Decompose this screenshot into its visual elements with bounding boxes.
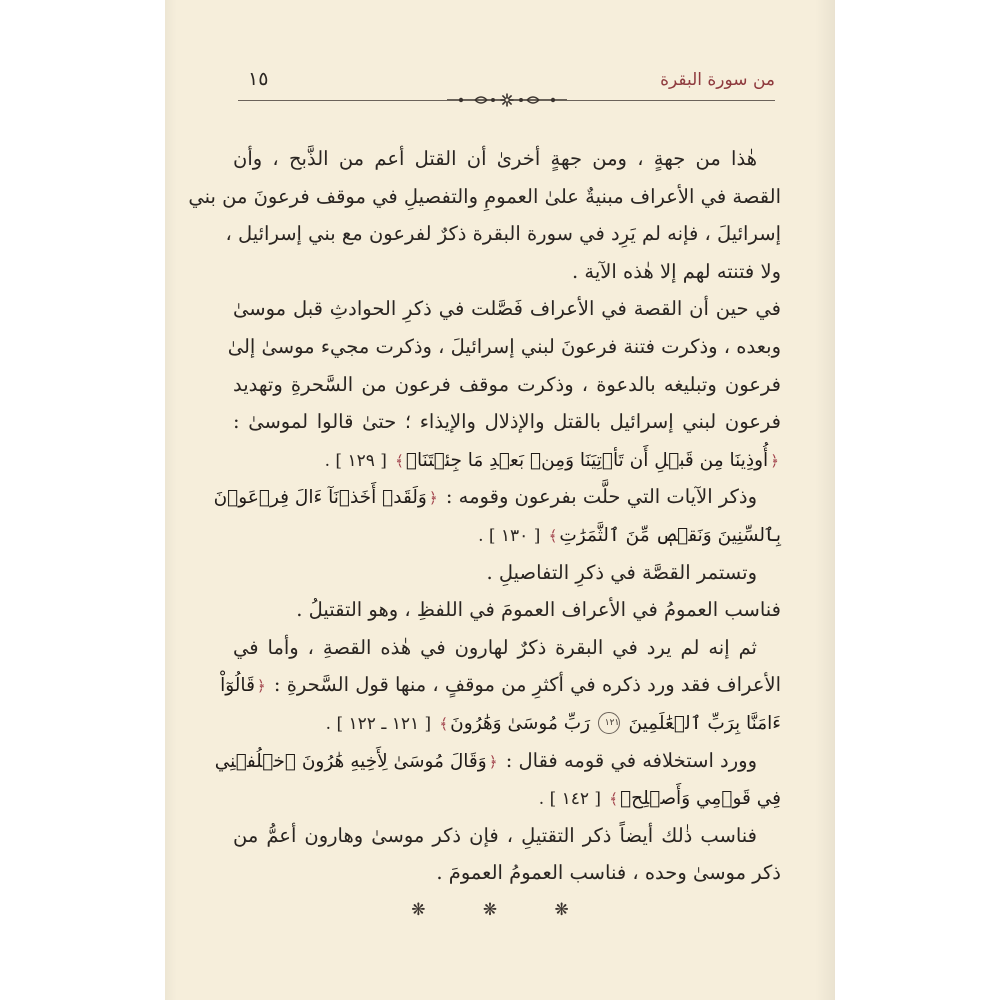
quran-close-bracket-icon: ﴾: [548, 526, 558, 545]
verse-reference: [ ١٢١ ـ ١٢٢ ] .: [325, 713, 432, 734]
text-segment: الأعراف فقد ورد ذكره في أكثرِ من موقفٍ ، منها قول السَّحرةِ :: [273, 673, 781, 697]
text-line: القصة في الأعراف مبنيةٌ علىٰ العمومِ والتفصيلِ في موقف فرعونَ من بني: [188, 184, 781, 208]
page-number: ١٥: [248, 68, 269, 90]
body-text: [188, 140, 781, 892]
header-ornament-icon: [447, 91, 567, 109]
verse-number-marker: ١٢١: [598, 712, 620, 734]
paragraph: [227, 290, 781, 478]
text-line: فرعون لبني إسرائيل بالقتل والإذلال والإيذاء ؛ حتىٰ قالوا لموسىٰ :: [233, 410, 781, 434]
quran-verse: بِٱلسِّنِينَ وَنَقۡصٖ مِّنَ ٱلثَّمَرَٰتِ: [559, 524, 781, 546]
quran-quote-line: [233, 516, 781, 554]
text-line: فناسب ذٰلك أيضاً ذكر التقتيلِ ، فإن ذكر موسىٰ وهارون أعمُّ من: [233, 823, 757, 847]
page-header: [238, 62, 775, 102]
text-line: ذكر موسىٰ وحده ، فناسب العمومُ العمومَ .: [436, 861, 781, 885]
text-line: [214, 742, 781, 780]
quran-verse: وَلَقَدۡ أَخَذۡنَآ ءَالَ فِرۡعَوۡنَ: [213, 487, 427, 509]
quran-close-bracket-icon: ﴾: [609, 790, 619, 809]
paragraph: [214, 742, 781, 817]
text-line: فرعون وتبليغه بالدعوة ، وذكرت موقف فرعون من السَّحرةِ وتهديد: [233, 372, 781, 396]
quran-verse: وَقَالَ مُوسَىٰ لِأَخِيهِ هَٰرُونَ ٱخۡلُفۡنِي: [214, 750, 487, 772]
intro-text: وورد استخلافه في قومه فقال :: [505, 748, 757, 772]
verse-reference: [ ١٢٩ ] .: [324, 450, 387, 471]
text-line: ولا فتنته لهم إلا هٰذه الآية .: [572, 259, 781, 283]
text-line: إسرائيلَ ، فإنه لم يَرِد في سورة البقرة ذكرٌ لفرعون مع بني إسرائيل ،: [225, 222, 781, 246]
quran-verse: أُوذِينَا مِن قَبۡلِ أَن تَأۡتِيَنَا وَمِنۢ بَعۡدِ مَا جِئۡتَنَاۚ: [405, 449, 769, 471]
quran-verse: رَبِّ مُوسَىٰ وَهَٰرُونَ: [450, 712, 591, 734]
quran-quote-line: [233, 704, 781, 742]
verse-reference: [ ١٣٠ ] .: [478, 525, 541, 546]
paragraph: [220, 629, 781, 742]
intro-text: وذكر الآيات التي حلَّت بفرعون وقومه :: [445, 485, 757, 509]
text-line: في حين أن القصة في الأعراف فَصَّلت في ذكرِ الحوادثِ قبل موسىٰ: [233, 297, 781, 321]
paragraph: [213, 478, 781, 553]
quran-open-bracket-icon: ﴿: [488, 752, 498, 771]
quran-verse: قَالُوٓاْ: [220, 675, 255, 697]
paragraph: [233, 554, 781, 592]
quran-close-bracket-icon: ﴾: [439, 714, 449, 733]
paragraph: [188, 140, 781, 290]
running-title: من سورة البقرة: [660, 70, 775, 90]
text-line: فناسب العمومُ في الأعراف العمومَ في اللفظِ ، وهو التقتيلُ .: [296, 598, 781, 622]
quran-close-bracket-icon: ﴾: [395, 451, 404, 470]
quran-verse: ءَامَنَّا بِرَبِّ ٱلۡعَٰلَمِينَ: [628, 712, 781, 734]
paragraph: [233, 817, 781, 892]
quran-quote-line: [233, 779, 781, 817]
text-line: وبعده ، وذكرت فتنة فرعونَ لبني إسرائيلَ ، وذكرت مجيء موسىٰ إلىٰ: [227, 334, 781, 358]
paragraph: [233, 591, 781, 629]
quran-open-bracket-icon: ﴿: [770, 451, 779, 470]
verse-reference: [ ١٤٢ ] .: [538, 789, 602, 810]
section-separator: [165, 900, 835, 920]
quran-open-bracket-icon: ﴿: [256, 677, 266, 696]
text-line: ثم إنه لم يرد في البقرة ذكرٌ لهارون في هٰذه القصةِ ، وأما في: [233, 635, 757, 659]
text-line: [213, 478, 781, 516]
quran-quote-line: [233, 441, 781, 479]
text-line: هٰذا من جهةٍ ، ومن جهةٍ أخرىٰ أن القتل أعم من الذَّبح ، وأن: [233, 147, 757, 170]
asterisk-ornament-icon: ❋: [554, 900, 589, 920]
text-line: وتستمر القصَّة في ذكرِ التفاصيلِ .: [486, 560, 757, 584]
asterisk-ornament-icon: ❋: [411, 900, 446, 920]
text-line: [220, 666, 781, 704]
quran-verse: فِي قَوۡمِي وَأَصۡلِحۡ: [620, 788, 781, 810]
quran-open-bracket-icon: ﴿: [428, 489, 438, 508]
book-page: [165, 0, 835, 1000]
asterisk-ornament-icon: ❋: [482, 900, 518, 920]
